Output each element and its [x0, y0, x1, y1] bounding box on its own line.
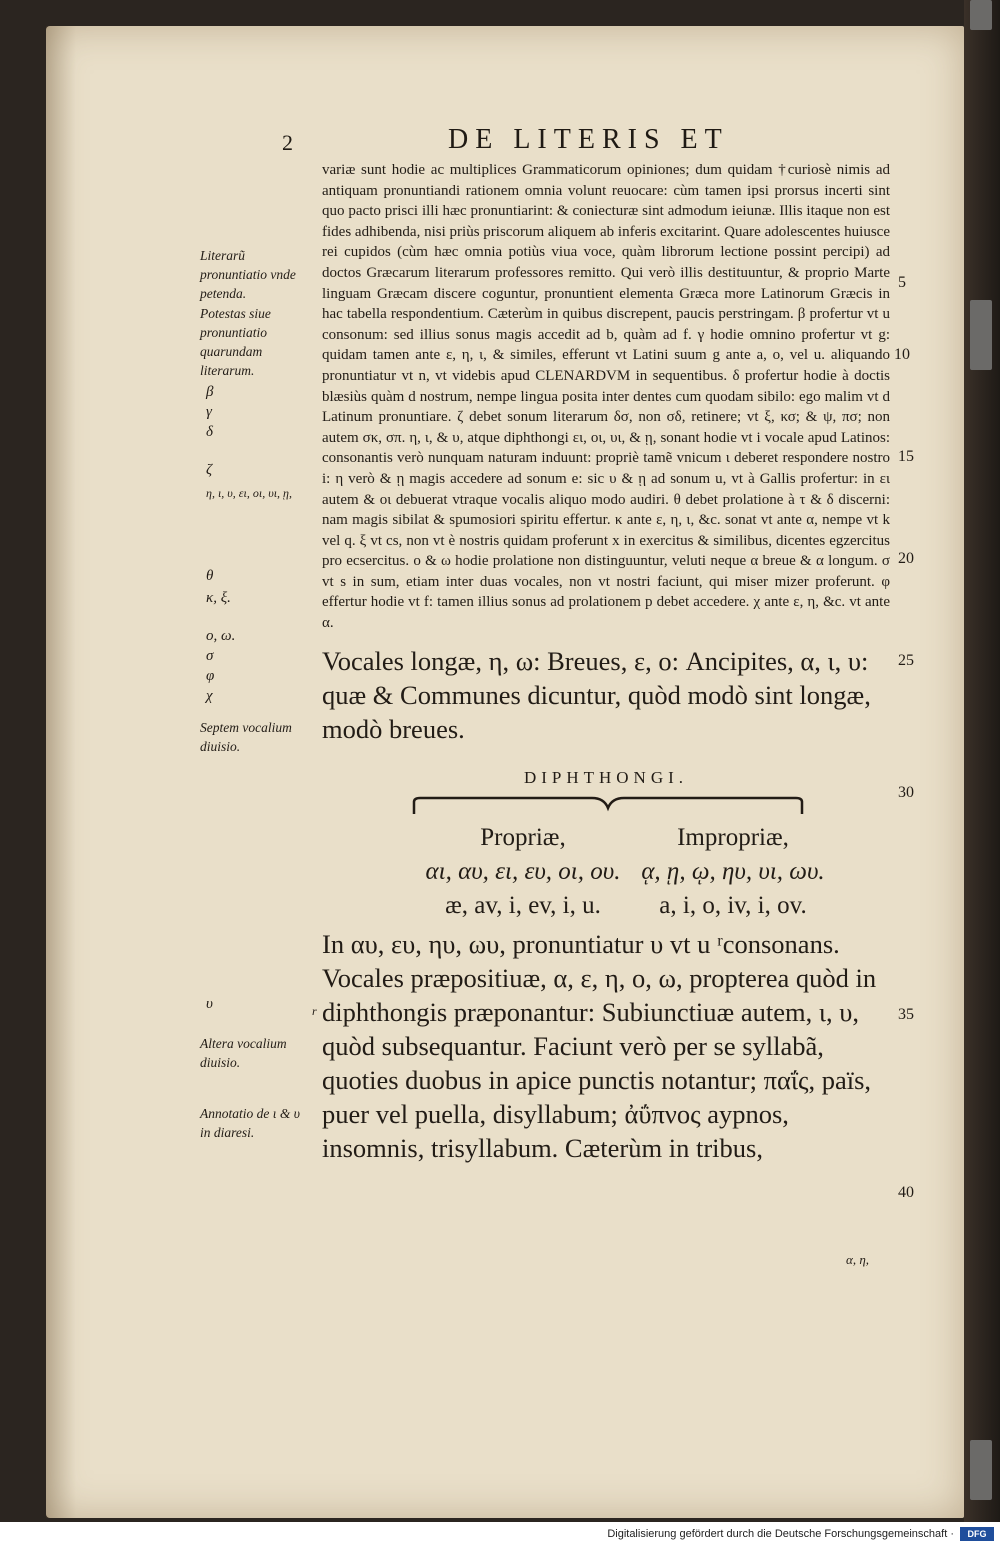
- body-paragraph-praepositiuae: Vocales præpositiuæ, α, ε, η, ο, ω, propterea quòd in diphthongis præponantur: Subiunctiuæ autem, ι, υ, quòd subsequantur. Faciunt verò per se syllabã, quoties duobus in apice punctis notantur; παΐς, païs, puer vel puella, disyllabum; ἀΰπνος aypnos, insomnis, trisyllabum. Cæterùm in tribus,: [322, 962, 877, 1163]
- propriae-greek: αι, αυ, ει, ευ, οι, ου.: [425, 857, 621, 885]
- line-number: 20: [898, 550, 914, 567]
- margin-symbol-beta: β: [206, 384, 214, 400]
- line-number: 5: [898, 274, 906, 291]
- line-number: 15: [898, 448, 914, 465]
- label-propriae: Propriæ,: [480, 823, 566, 851]
- margin-symbol-gamma: γ: [206, 404, 212, 420]
- impropriae-greek: ᾳ, ῃ, ῳ, ηυ, υι, ωυ.: [641, 857, 825, 885]
- margin-note-pronuntiatio: Literarũ pronuntiatio vnde petenda.: [200, 248, 296, 301]
- margin-symbol-chi: χ: [206, 688, 213, 704]
- binding-tab: [970, 300, 992, 370]
- brace-ornament: [412, 794, 804, 816]
- footer-bar: [0, 1522, 1000, 1547]
- binding-tab: [970, 1440, 992, 1500]
- page-edge: [964, 0, 1000, 1547]
- margin-symbol-delta: δ: [206, 424, 213, 440]
- line-number: 25: [898, 652, 914, 669]
- line-number: 35: [898, 1006, 914, 1023]
- body-paragraph-in-au: In αυ, ευ, ηυ, ωυ, pronuntiatur υ vt u ʳconsonans.: [322, 928, 840, 959]
- running-title: DE LITERIS ET: [448, 124, 729, 155]
- page-number: 2: [282, 130, 293, 155]
- margin-symbol-omicron: ο, ω.: [206, 628, 236, 644]
- margin-marker-r: r: [312, 1004, 317, 1018]
- margin-note-annotatio: Annotatio de ι & υ in diaresi.: [200, 1106, 300, 1140]
- margin-note-potestas: Potestas siue pronuntiatio quarundam literarum.: [200, 306, 271, 378]
- margin-symbol-eta: η, ι, υ, ει, οι, υι, ῃ,: [206, 486, 292, 500]
- line-number: 40: [898, 1184, 914, 1201]
- margin-note-septem: Septem vocalium diuisio.: [200, 720, 292, 754]
- propriae-latin: æ, av, i, ev, i, u.: [445, 891, 601, 919]
- margin-symbol-kappa: κ, ξ.: [206, 590, 231, 606]
- footer-credit: Digitalisierung gefördert durch die Deutsche Forschungsgemeinschaft ·: [607, 1528, 954, 1540]
- impropriae-latin: a, i, o, iv, i, ov.: [659, 891, 807, 919]
- body-paragraph-vocales: Vocales longæ, η, ω: Breues, ε, ο: Ancipites, α, ι, υ: quæ & Communes dicuntur, quòd modò sint longæ, modò breues.: [322, 645, 871, 744]
- margin-symbol-upsilon: υ: [206, 996, 213, 1012]
- body-paragraph-pronuntiatio: variæ sunt hodie ac multiplices Grammaticorum opiniones; dum quidam †curiosè nimis ad antiquam pronuntiandi rationem omnia volunt reuocare: cùm tamen ipsi prorsus incerti sint quo pacto prisci illi hæc pronuntiarint: & coniecturæ sint admodum ieiunæ. Illis itaque non est fides adhibenda, nisi priùs priscorum aliquem ab inferis excitarint. Quare adolescentes huiusce rei cupidos (cùm hæc omnia potiùs viua voce, quàm librorum lectione possint percipi) ad doctos Græcarum literarum professores remitto. Qui verò illis destituuntur, & proprio Marte linguam Græcam discere coguntur, pronuntient elementa Græca more Latinorum Græcis in hac tabella respondentium. Cæterùm in quibus discrepent, paucis perstringam. β profertur vt u consonum: sed illius sonus magis accedit ad b, quàm ad f. γ hodie omnino profertur vt g: quidam tamen ante ε, η, ι, & similes, efferunt vt Latini suum g ante a, o, vel u. aliquando pronuntiatur vt n, vt videbis apud CLENARDVM in sequentibus. δ profertur hodie à doctis blæsiùs quàm d nostrum, nempe lingua posita inter dentes cum quodam sibilo: ego malim vt d Latinum pronuntiare. ζ debet sonum literarum δσ, non σδ, retinere; vt ξ, κσ; & ψ, πσ; non autem σκ, σπ. η, ι, & υ, atque diphthongi ει, οι, υι, & ῃ, sonant hodie vt i vocale apud Latinos: consonantis verò nunquam naturam induunt: propriè tamẽ vnicum ι deberet respondere nostro i: η verò & ῃ magis accedere ad sonum e: sic υ & ῃ ad sonum u, vt à Gallis profertur: in ει autem & οι debuerat vtraque vocalis aliquo modo audiri. θ debet prolatione à τ & δ discerni: nam magis sibilat & spumosiori spiritu effertur. κ ante ε, η, ι, &c. sonat vt ante α, nempe vt k vel q. ξ vt cs, non vt è nostris quidam proferunt x in exercitus & similibus, dicentes egzercitus pro ecsercitus. ο & ω hodie prolatione non distinguuntur, veluti neque α breue & α longum. σ vt s in sum, etiam inter duas vocales, non vt nostri faciunt, qui miser mizer proferunt. φ effertur hodie vt f: tamen illius sonus ad prolationem p debet accedere. χ ante ε, η, &c. vt ante α.: [322, 162, 890, 632]
- margin-symbol-zeta: ζ: [206, 462, 213, 478]
- binding-tab: [970, 0, 992, 30]
- margin-note-altera: Altera vocalium diuisio.: [200, 1036, 287, 1070]
- line-number: 10: [894, 346, 910, 363]
- section-heading-diphthongi: DIPHTHONGI.: [523, 767, 689, 787]
- diphthongi-table: [418, 821, 838, 923]
- catchword: α, η,: [846, 1252, 870, 1267]
- dfg-logo: DFG: [960, 1527, 994, 1541]
- label-impropriae: Impropriæ,: [677, 823, 789, 851]
- line-number: 30: [898, 784, 914, 801]
- gutter-shadow: [46, 26, 76, 1518]
- margin-symbol-theta: θ: [206, 568, 214, 584]
- margin-symbol-sigma: σ: [206, 648, 214, 664]
- margin-symbol-phi: φ: [206, 668, 215, 684]
- main-text: [322, 160, 890, 1165]
